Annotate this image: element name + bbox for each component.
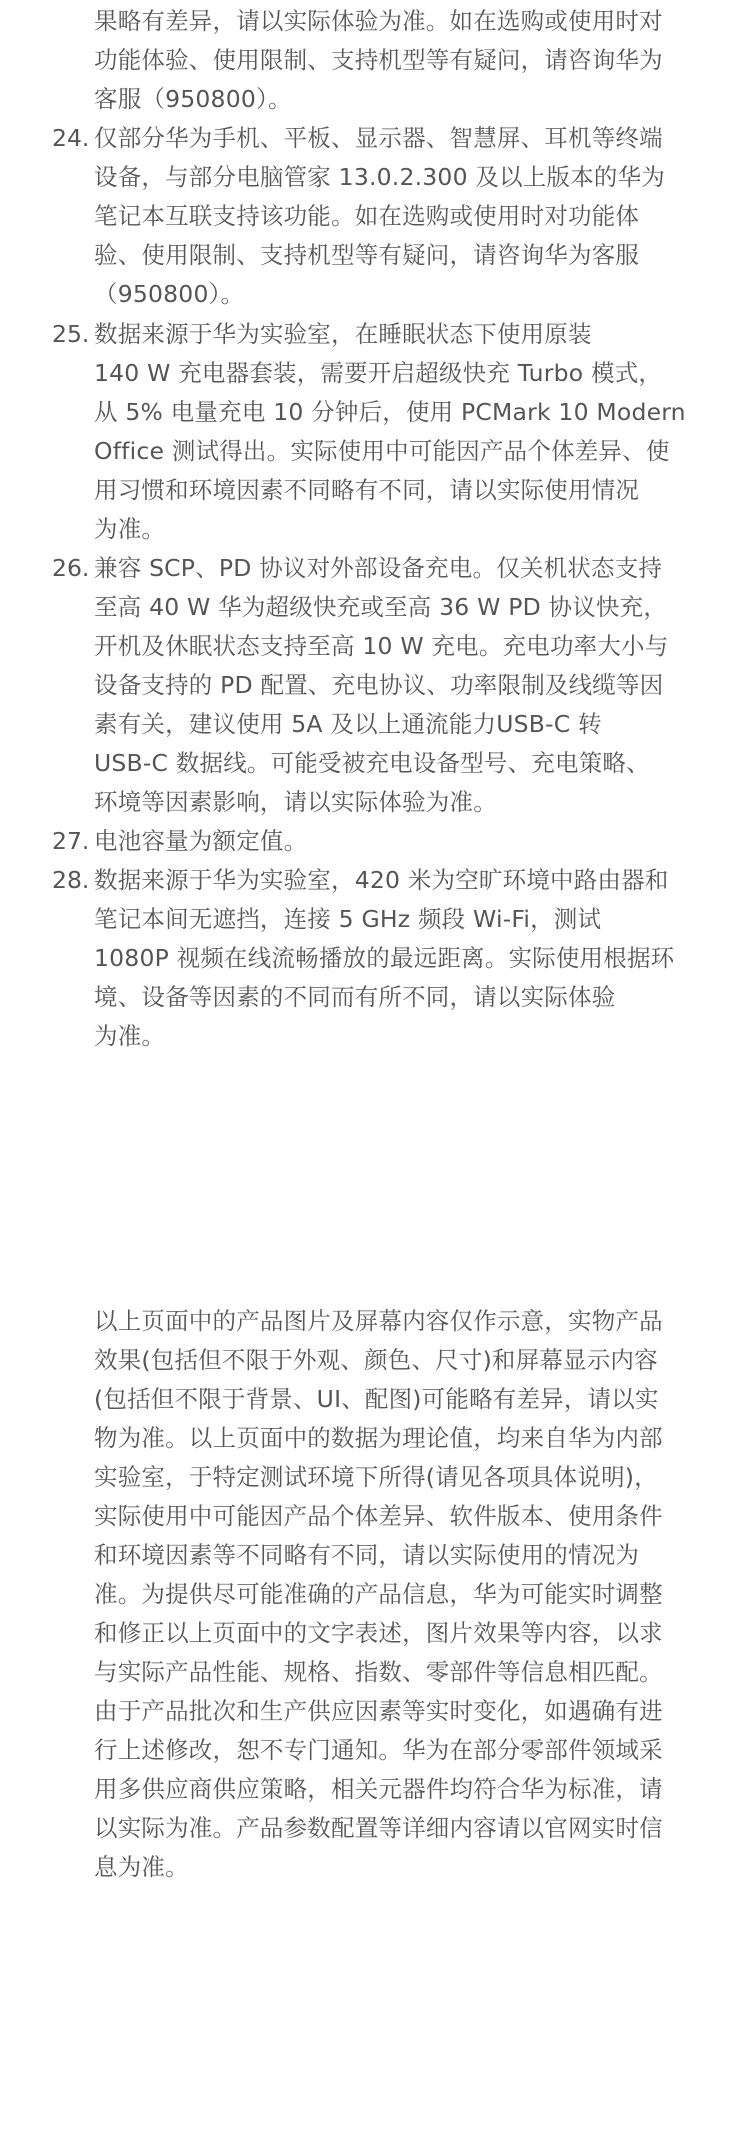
note-number: 26. xyxy=(52,554,90,582)
disclaimer-line: 和修正以上页面中的文字表述，图片效果等内容，以求 xyxy=(94,1619,663,1647)
disclaimer-line: 由于产品批次和生产供应因素等实时变化，如遇确有进 xyxy=(94,1697,663,1725)
note-line: 数据来源于华为实验室，420 米为空旷环境中路由器和 xyxy=(94,866,669,894)
note-line: 素有关，建议使用 5A 及以上通流能力USB-C 转 xyxy=(94,710,602,738)
note-line: 笔记本间无遮挡，连接 5 GHz 频段 Wi-Fi，测试 xyxy=(94,905,602,933)
disclaimer-line: 与实际产品性能、规格、指数、零部件等信息相匹配。 xyxy=(94,1658,663,1686)
note-line: 1080P 视频在线流畅播放的最远距离。实际使用根据环 xyxy=(94,944,675,972)
note-number: 24. xyxy=(52,124,90,152)
disclaimer-line: 以上页面中的产品图片及屏幕内容仅作示意，实物产品 xyxy=(94,1307,663,1335)
note-line: 笔记本互联支持该功能。如在选购或使用时对功能体 xyxy=(94,202,640,230)
note-line: 140 W 充电器套装，需要开启超级快充 Turbo 模式， xyxy=(94,359,663,387)
note-line: （950800）。 xyxy=(94,280,245,308)
note-line: 电池容量为额定值。 xyxy=(94,827,308,855)
disclaimer-line: 行上述修改，恕不专门通知。华为在部分零部件领域采 xyxy=(94,1736,663,1764)
note-line: Office 测试得出。实际使用中可能因产品个体差异、使 xyxy=(94,437,670,465)
note-line: 从 5% 电量充电 10 分钟后，使用 PCMark 10 Modern xyxy=(94,398,686,426)
note-line: 开机及休眠状态支持至高 10 W 充电。充电功率大小与 xyxy=(94,632,669,660)
note-line: 客服（950800）。 xyxy=(94,85,292,113)
disclaimer-line: 效果(包括但不限于外观、颜色、尺寸)和屏幕显示内容 xyxy=(94,1346,658,1374)
note-number: 27. xyxy=(52,827,90,855)
note-number: 28. xyxy=(52,866,90,894)
disclaimer-line: 准。为提供尽可能准确的产品信息，华为可能实时调整 xyxy=(94,1580,663,1608)
note-line: 设备支持的 PD 配置、充电协议、功率限制及线缆等因 xyxy=(94,671,664,699)
note-line: 数据来源于华为实验室，在睡眠状态下使用原装 xyxy=(94,320,592,348)
note-line: 果略有差异，请以实际体验为准。如在选购或使用时对 xyxy=(94,7,663,35)
disclaimer-line: 实际使用中可能因产品个体差异、软件版本、使用条件 xyxy=(94,1502,663,1530)
note-line: 用习惯和环境因素不同略有不同，请以实际使用情况 xyxy=(94,476,640,504)
note-line: USB-C 数据线。可能受被充电设备型号、充电策略、 xyxy=(94,749,650,777)
note-line: 兼容 SCP、PD 协议对外部设备充电。仅关机状态支持 xyxy=(94,554,663,582)
note-line: 为准。 xyxy=(94,515,166,543)
disclaimer-line: 用多供应商供应策略，相关元器件均符合华为标准，请 xyxy=(94,1775,663,1803)
note-number: 25. xyxy=(52,320,90,348)
note-line: 设备，与部分电脑管家 13.0.2.300 及以上版本的华为 xyxy=(94,163,666,191)
note-line: 环境等因素影响，请以实际体验为准。 xyxy=(94,788,497,816)
note-line: 验、使用限制、支持机型等有疑问，请咨询华为客服 xyxy=(94,241,640,269)
disclaimer-line: (包括但不限于背景、UI、配图)可能略有差异，请以实 xyxy=(94,1385,659,1413)
note-line: 至高 40 W 华为超级快充或至高 36 W PD 协议快充， xyxy=(94,593,668,621)
note-line: 境、设备等因素的不同而有所不同，请以实际体验 xyxy=(94,983,616,1011)
note-line: 为准。 xyxy=(94,1022,166,1050)
disclaimer-line: 以实际为准。产品参数配置等详细内容请以官网实时信 xyxy=(94,1814,663,1842)
disclaimer-line: 和环境因素等不同略有不同，请以实际使用的情况为 xyxy=(94,1541,640,1569)
disclaimer-line: 息为准。 xyxy=(94,1853,189,1881)
note-line: 功能体验、使用限制、支持机型等有疑问，请咨询华为 xyxy=(94,46,663,74)
disclaimer-line: 物为准。以上页面中的数据为理论值，均来自华为内部 xyxy=(94,1424,663,1452)
disclaimer-line: 实验室，于特定测试环境下所得(请见各项具体说明)， xyxy=(94,1463,658,1491)
note-line: 仅部分华为手机、平板、显示器、智慧屏、耳机等终端 xyxy=(94,124,663,152)
